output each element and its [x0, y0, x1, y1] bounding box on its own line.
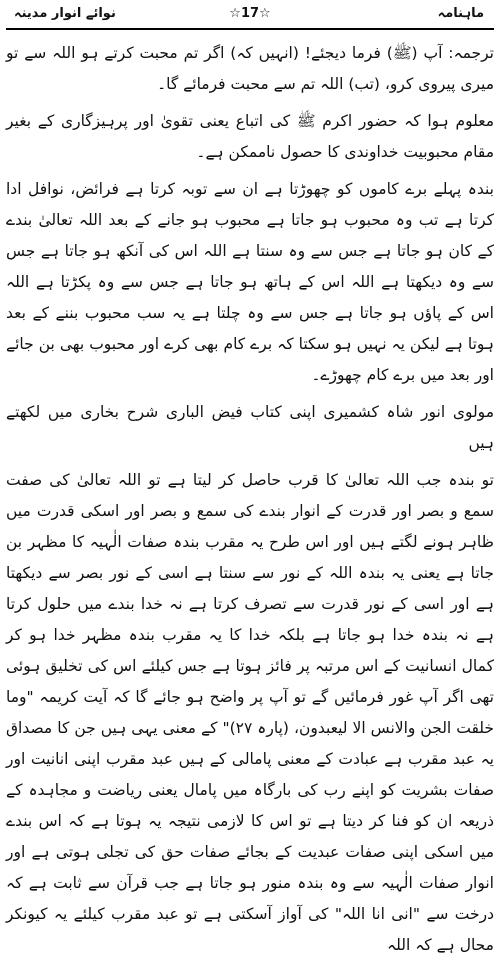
translation-paragraph: ترجمہ: آپ (ﷺ) فرما دیجئے! (انہیں کہ) اگر تم محبت کرتے ہو اللہ سے تو میری پیروی کرو، (تب) اللہ تم سے محبت فرمائے گا۔ [6, 44, 494, 93]
quoted-explanation-paragraph: تو بندہ جب اللہ تعالیٰ کا قرب حاصل کر لیتا ہے تو اللہ تعالیٰ کی صفت سمع و بصر اور قدرت کے انوار بندے کی سمع و بصر اور اسکی قدرت میں ظاہر ہونے لگتے ہیں اور اس طرح یہ مقرب بندہ صفات الٰہیہ کا مظہر بن جاتا ہے یعنی یہ بندہ اللہ کے نور سے سنتا ہے اسی کے نور بصر سے دیکھتا ہے اور اسی کے نور قدرت سے تصرف کرتا ہے نہ خدا بندے میں حلول کرتا ہے نہ بندہ خدا ہو جاتا ہے بلکہ خدا کا یہ مقرب بندہ مظہر خدا ہو کر کمال انسانیت کے اس مرتبہ پر فائز ہوتا ہے جس کیلئے اس کی تخلیق ہوئی تھی اگر آپ غور فرمائیں گے تو آپ پر واضح ہو جائے گا کہ آیت کریمہ "وما خلقت الجن والانس الا لیعبدون، (پارہ ۲۷)" کے معنی یہی ہیں جن کا مصداق یہ عبد مقرب ہے عبادت کے معنی پامالی کے ہیں عبد مقرب اپنی انانیت اور صفات بشریت کو اپنے رب کی بارگاہ میں پامال یعنی ریاضت و مجاہدہ کے ذریعہ ان کو فنا کر دیتا ہے تو اس کا لازمی نتیجہ یہ ہوتا ہے کہ اس بندے میں اسکی اپنی صفات عبدیت کے بجائے صفات حق کی تجلی ہوتی ہے اور انوار صفات الٰہیہ سے وہ بندہ منور ہو جاتا ہے جب قرآن سے ثابت ہے کہ درخت سے "انی انا اللہ" کی آواز آسکتی ہے تو عبد مقرب کیلئے یہ کیونکر محال ہے کہ اللہ [6, 471, 495, 954]
citation-intro-paragraph: مولوی انور شاہ کشمیری اپنی کتاب فیض الباری شرح بخاری میں لکھتے ہیں [6, 403, 494, 452]
header-publication-name: نوائے انوار مدینہ [14, 6, 116, 21]
article-body [6, 38, 494, 961]
header-page-number: ☆17☆ [229, 6, 271, 21]
prophet-following-paragraph: معلوم ہوا کہ حضور اکرم ﷺ کی اتباع یعنی تقویٰ اور پرہیزگاری کے بغیر مقام محبوبیت خداوندی کا حصول ناممکن ہے۔ [6, 112, 494, 161]
header-magazine-label: ماہنامہ [437, 6, 484, 21]
header-divider [6, 28, 494, 30]
beloved-servant-paragraph: بندہ پہلے برے کاموں کو چھوڑتا ہے ان سے توبہ کرتا ہے فرائض، نوافل ادا کرتا ہے تب وہ محبوب ہو جاتا ہے محبوب ہو جانے کے بعد اللہ تعالیٰ بندے کے کان ہو جاتا ہے جس سے وہ سنتا ہے اللہ اس کی آنکھ ہو جاتا ہے جس سے وہ دیکھتا ہے اللہ اس کے ہاتھ ہو جاتا ہے جس سے وہ پکڑتا ہے اللہ اس کے پاؤں ہو جاتا ہے جس سے وہ چلتا ہے یہ سب محبوب بننے کے بعد ہوتا ہے لیکن یہ نہیں ہو سکتا کہ برے کام بھی کرے اور محبوب بھی بن جائے اور بعد میں برے کام چھوڑے۔ [6, 180, 494, 384]
page-header [6, 4, 494, 26]
